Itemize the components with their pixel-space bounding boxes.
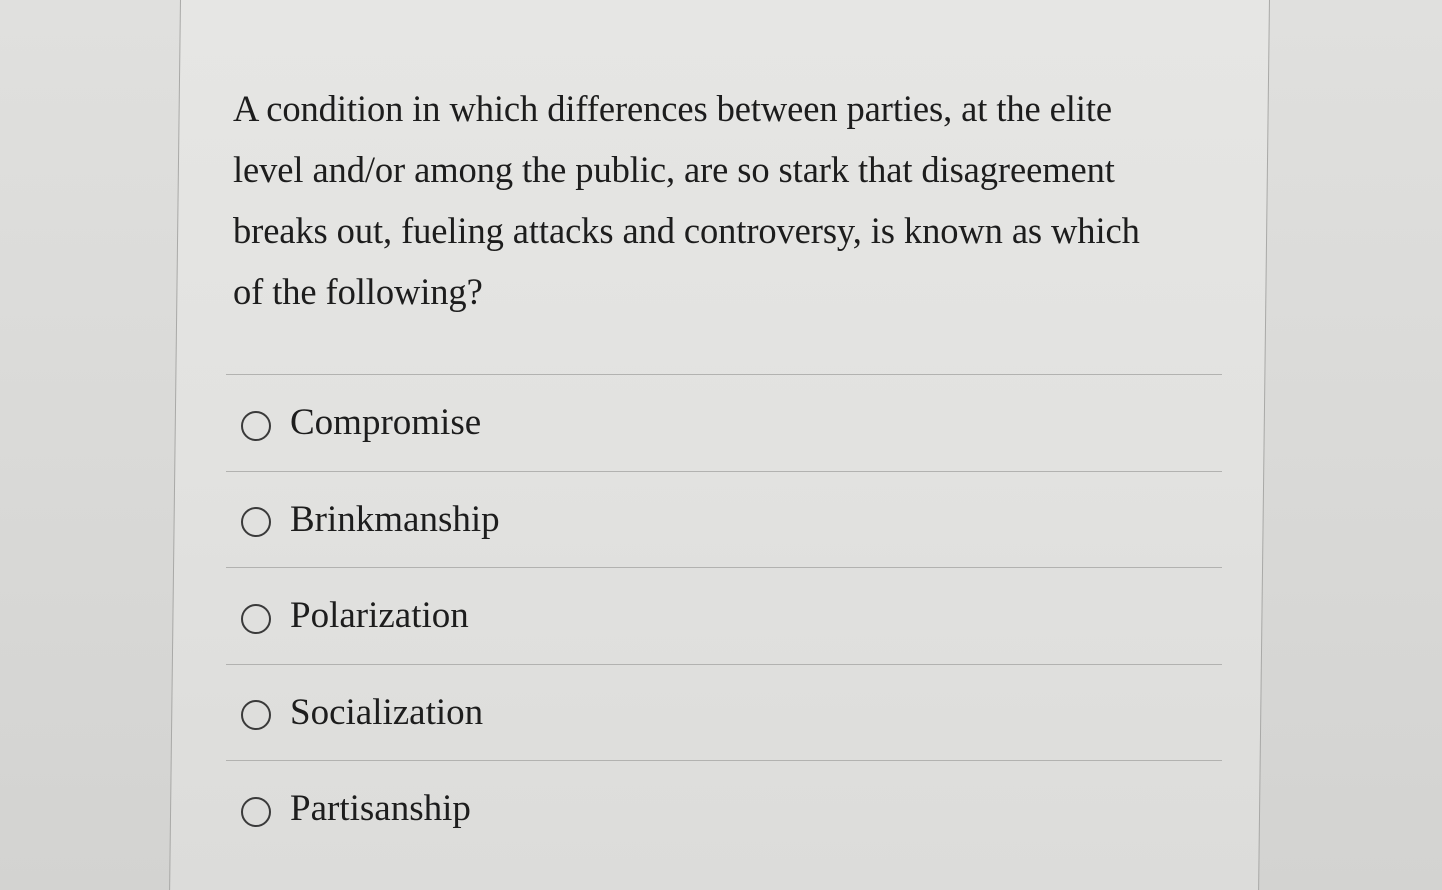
question-text <box>233 78 1213 322</box>
radio-button[interactable] <box>241 507 271 537</box>
answer-option-partisanship[interactable] <box>226 761 1222 857</box>
answer-option-compromise[interactable] <box>226 375 1222 471</box>
answer-option-brinkmanship[interactable] <box>226 472 1222 568</box>
question-line: breaks out, fueling attacks and controversy, is known as which <box>233 210 1140 251</box>
radio-button[interactable] <box>241 604 271 634</box>
option-label: Polarization <box>290 595 469 637</box>
answer-option-socialization[interactable] <box>226 665 1222 761</box>
option-label: Partisanship <box>290 788 471 830</box>
question-line: A condition in which differences between parties, at the elite <box>233 88 1112 129</box>
question-line: of the following? <box>233 271 483 312</box>
question-line: level and/or among the public, are so stark that disagreement <box>233 149 1115 190</box>
answer-option-polarization[interactable] <box>226 568 1222 664</box>
option-label: Compromise <box>290 402 482 444</box>
radio-button[interactable] <box>241 700 271 730</box>
radio-button[interactable] <box>241 797 271 827</box>
option-label: Socialization <box>290 691 484 733</box>
option-label: Brinkmanship <box>290 498 500 540</box>
answer-options <box>226 374 1222 857</box>
radio-button[interactable] <box>241 411 271 441</box>
